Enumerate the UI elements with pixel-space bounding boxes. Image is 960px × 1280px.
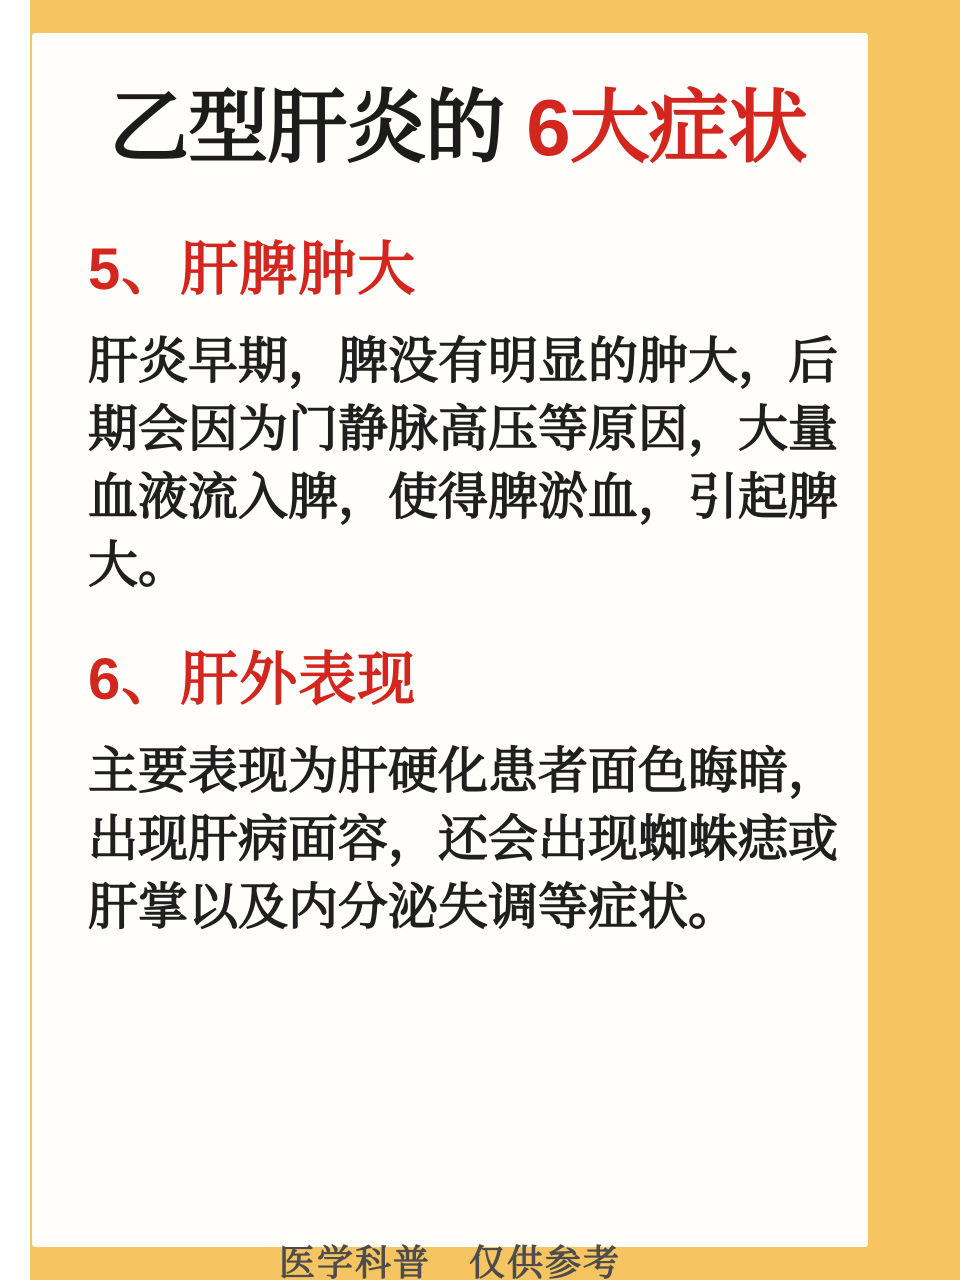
page-title-black: 乙型肝炎的: [109, 83, 505, 172]
footer-disclaimer: 医学科普 仅供参考: [278, 1242, 621, 1280]
section-5-line-2: 期会因为门静脉高压等原因，大量: [88, 401, 838, 457]
section-6-line-1: 主要表现为肝硬化患者面色晦暗，: [88, 743, 838, 799]
page-title: [88, 83, 828, 172]
section-5-line-1: 肝炎早期，脾没有明显的肿大，后: [88, 333, 838, 389]
section-5-line-3: 血液流入脾，使得脾淤血，引起脾: [88, 469, 838, 525]
section-6-heading: 6、肝外表现: [88, 647, 417, 712]
section-5-paragraph: [88, 327, 838, 599]
section-6-paragraph: [88, 737, 838, 941]
page-title-red: 6大症状: [526, 83, 807, 172]
section-6-line-3: 肝掌以及内分泌失调等症状。: [88, 879, 738, 935]
card-inner: [32, 83, 868, 1280]
content-card: [32, 33, 868, 1280]
section-5-line-4: 大。: [88, 537, 188, 593]
section-6-line-2: 出现肝病面容，还会出现蜘蛛痣或: [88, 811, 838, 867]
section-5-heading: 5、肝脾肿大: [88, 237, 417, 302]
